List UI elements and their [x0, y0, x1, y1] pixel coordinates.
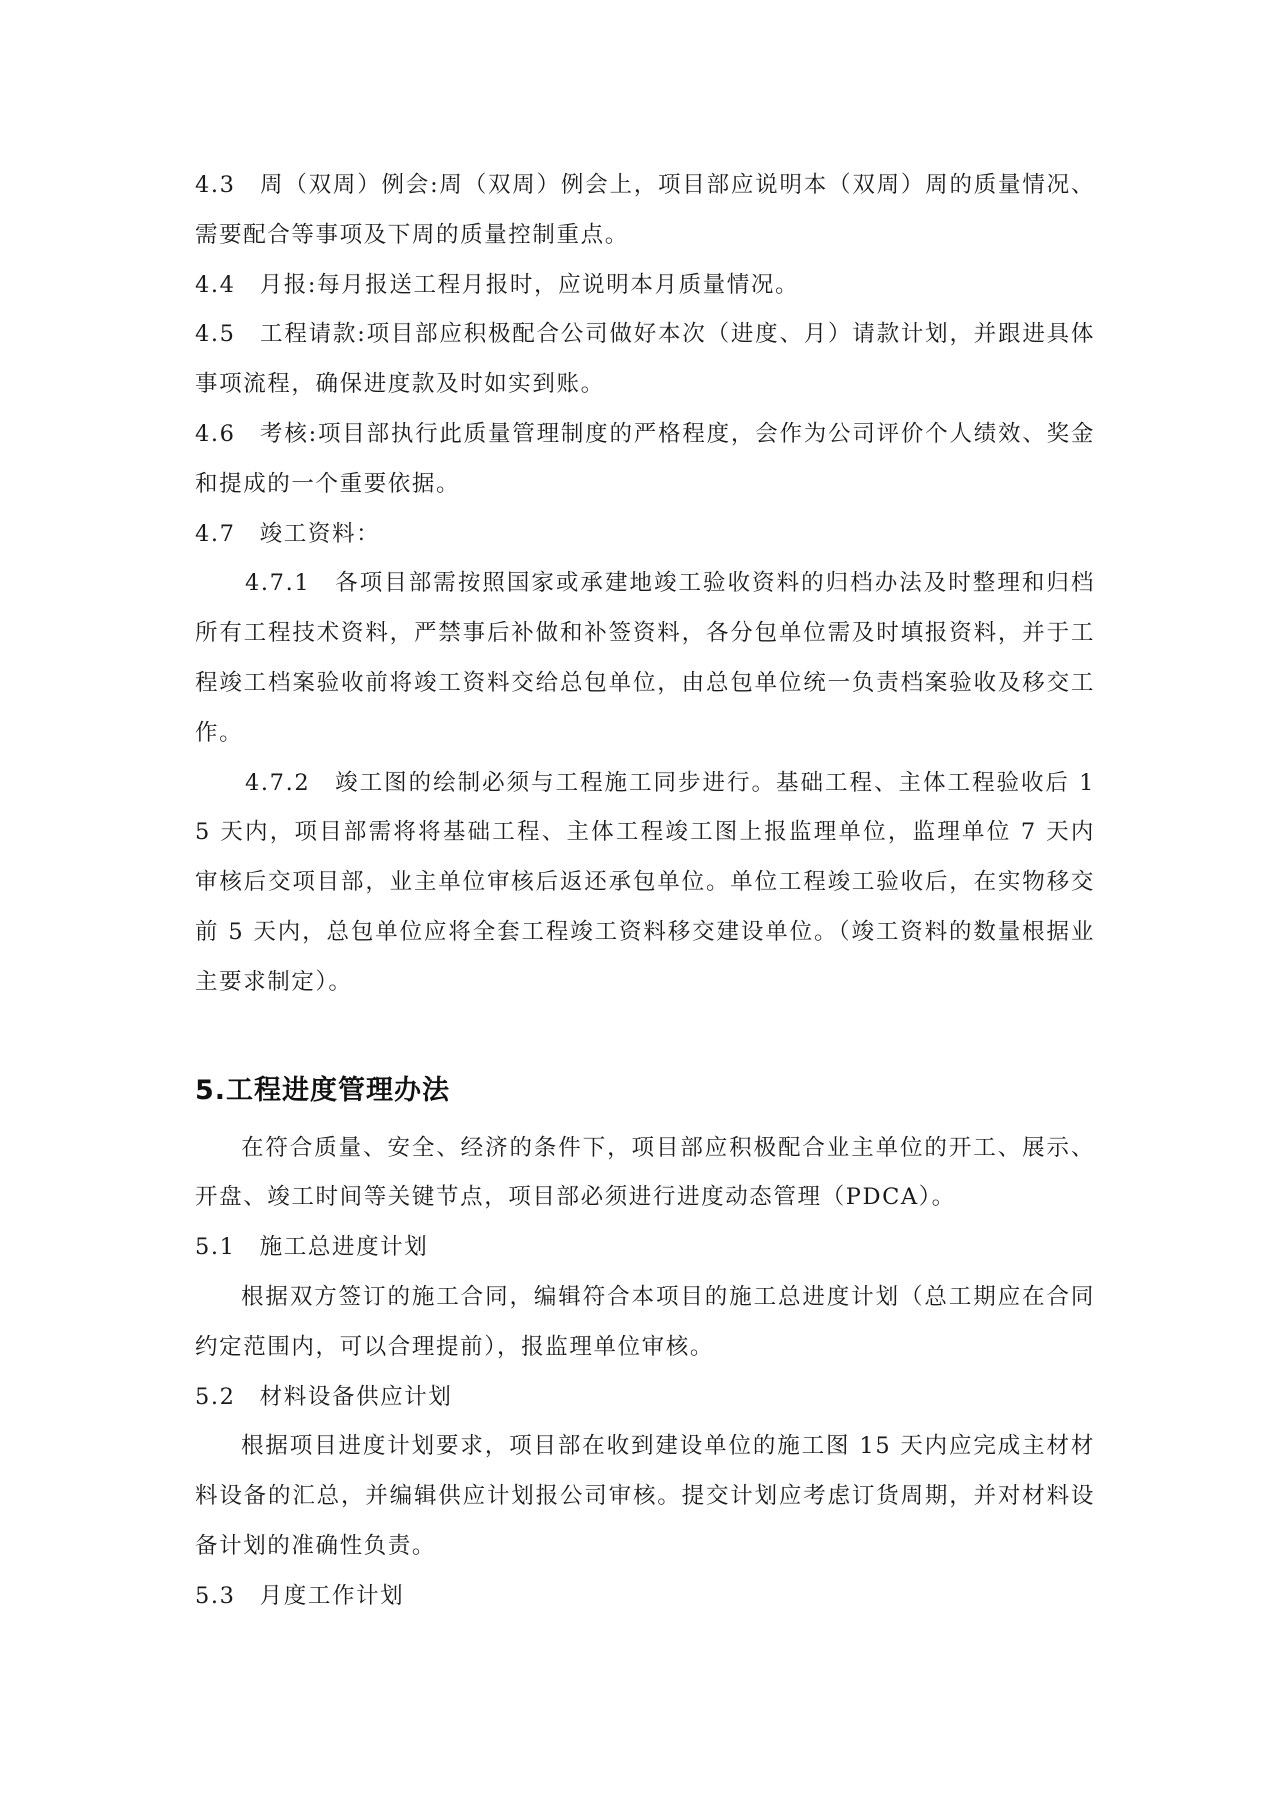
clause-5-2: 5.2 材料设备供应计划: [195, 1383, 453, 1410]
clause-5-2-body: 根据项目进度计划要求，项目部在收到建设单位的施工图 15 天内应完成主材材料设备的汇总，并编辑供应计划报公司审核。提交计划应考虑订货周期，并对材料设备计划的准确性负责。: [195, 1433, 1095, 1559]
document-body: [195, 161, 1095, 1622]
clause-4-7: 4.7 竣工资料：: [195, 520, 381, 547]
section-5-intro: 在符合质量、安全、经济的条件下，项目部应积极配合业主单位的开工、展示、开盘、竣工时间等关键节点，项目部必须进行进度动态管理（PDCA）。: [195, 1134, 1095, 1211]
clause-4-7-1: 4.7.1 各项目部需按照国家或承建地竣工验收资料的归档办法及时整理和归档所有工程技术资料，严禁事后补做和补签资料，各分包单位需及时填报资料，并于工程竣工档案验收前将竣工资料交给总包单位，由总包单位统一负责档案验收及移交工作。: [195, 570, 1095, 746]
clause-5-1-body: 根据双方签订的施工合同，编辑符合本项目的施工总进度计划（总工期应在合同约定范围内，可以合理提前），报监理单位审核。: [195, 1283, 1095, 1360]
clause-4-3: 4.3 周（双周）例会:周（双周）例会上，项目部应说明本（双周）周的质量情况、需要配合等事项及下周的质量控制重点。: [195, 172, 1095, 248]
clause-5-3: 5.3 月度工作计划: [195, 1582, 405, 1609]
clause-4-6: 4.6 考核:项目部执行此质量管理制度的严格程度，会作为公司评价个人绩效、奖金和提成的一个重要依据。: [195, 420, 1095, 497]
clause-4-5: 4.5 工程请款:项目部应积极配合公司做好本次（进度、月）请款计划，并跟进具体事项流程，确保进度款及时如实到账。: [195, 321, 1095, 398]
section-heading-5: 5.工程进度管理办法: [195, 1074, 451, 1106]
clause-4-7-2: 4.7.2 竣工图的绘制必须与工程施工同步进行。基础工程、主体工程验收后 15 天内，项目部需将将基础工程、主体工程竣工图上报监理单位，监理单位 7 天内审核后交项目部，业主单位审核后返还承包单位。单位工程竣工验收后，在实物移交前 5 天内，总包单位应将全套工程竣工资料移交建设单位。（竣工资料的数量根据业主要求制定）。: [195, 769, 1095, 995]
clause-5-1: 5.1 施工总进度计划: [195, 1234, 429, 1261]
clause-4-4: 4.4 月报:每月报送工程月报时，应说明本月质量情况。: [195, 271, 800, 298]
